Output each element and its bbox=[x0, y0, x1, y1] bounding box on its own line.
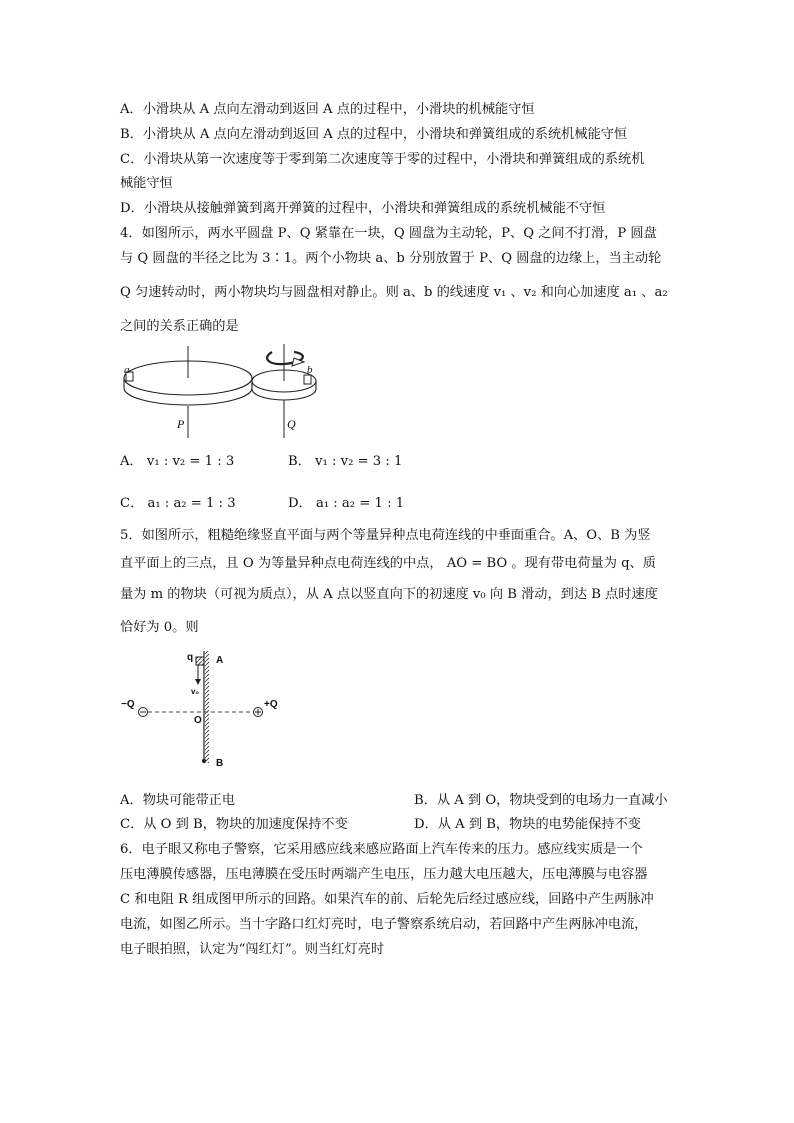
q6-stem-line4: 电流，如图乙所示。当十字路口红灯亮时，电子警察系统启动，若回路中产生两脉冲电流， bbox=[120, 917, 648, 932]
fig-label-a: a bbox=[124, 364, 130, 376]
q4-option-a: A． v₁ : v₂ = 1 : 3 bbox=[120, 454, 235, 469]
q5-option-c: C．从 O 到 B，物块的加速度保持不变 bbox=[120, 817, 348, 832]
q3-option-a: A．小滑块从 A 点向左滑动到返回 A 点的过程中，小滑块的机械能守恒 bbox=[120, 102, 535, 117]
fig-label-q: Q bbox=[287, 417, 296, 431]
fig-label-neg-q: −Q bbox=[121, 699, 135, 710]
q5-stem-line3: 量为 m 的物块（可视为质点），从 A 点以竖直向下的初速度 v₀ 向 B 滑动，到达 B 点时速度 bbox=[120, 587, 658, 602]
q6-stem-line1: 6．电子眼又称电子警察，它采用感应线来感应路面上汽车传来的压力。感应线实质是一个 bbox=[120, 842, 643, 857]
fig-label-pos-q: +Q bbox=[264, 699, 278, 710]
fig-label-v0: v₀ bbox=[191, 687, 200, 696]
q6-stem-line2: 压电薄膜传感器，压电薄膜在受压时两端产生电压，压力越大电压越大，压电薄膜与电容器 bbox=[120, 867, 648, 882]
q4-stem-line2: 与 Q 圆盘的半径之比为 3∶1。两个小物块 a、b 分别放置于 P、Q 圆盘的边缘上，当主动轮 bbox=[120, 251, 662, 266]
q3-option-d: D．小滑块从接触弹簧到离开弹簧的过程中，小滑块和弹簧组成的系统机械能不守恒 bbox=[120, 201, 606, 216]
fig-label-o-point: O bbox=[194, 715, 202, 726]
q5-stem-line4: 恰好为 0。则 bbox=[120, 620, 199, 635]
fig-label-b: b bbox=[307, 364, 313, 376]
q5-stem-line2: 直平面上的三点，且 O 为等量异种点电荷连线的中点， AO = BO 。现有带电荷量为 q、质 bbox=[120, 556, 656, 571]
q5-option-d: D．从 A 到 B，物块的电势能保持不变 bbox=[414, 817, 641, 832]
fig-label-b-point: B bbox=[216, 758, 224, 769]
q5-stem-line1: 5．如图所示，粗糙绝缘竖直平面与两个等量异种点电荷连线的中垂面重合。A、O、B 为竖 bbox=[120, 528, 651, 543]
q3-option-c-line1: C．小滑块从第一次速度等于零到第二次速度等于零的过程中，小滑块和弹簧组成的系统机 bbox=[120, 152, 645, 167]
q4-stem-line3: Q 匀速转动时，两小物块均与圆盘相对静止。则 a、b 的线速度 v₁ 、v₂ 和向心加速度 a₁ 、a₂ bbox=[120, 285, 668, 300]
fig-label-a-point: A bbox=[216, 655, 224, 666]
q5-option-b: B．从 A 到 O，物块受到的电场力一直减小 bbox=[414, 793, 668, 808]
q3-option-b: B．小滑块从 A 点向左滑动到返回 A 点的过程中，小滑块和弹簧组成的系统机械能守恒 bbox=[120, 127, 628, 142]
q4-option-d: D． a₁ : a₂ = 1 : 1 bbox=[288, 496, 405, 511]
q6-stem-line3: C 和电阻 R 组成图甲所示的回路。如果汽车的前、后轮先后经过感应线，回路中产生两脉冲 bbox=[120, 892, 654, 907]
fig-label-q-charge: q bbox=[187, 652, 194, 663]
q6-stem-line5: 电子眼拍照，认定为“闯红灯”。则当红灯亮时 bbox=[120, 942, 385, 957]
q3-option-c-line2: 械能守恒 bbox=[120, 176, 173, 191]
q4-stem-line4: 之间的关系正确的是 bbox=[120, 319, 239, 334]
charge-figure bbox=[118, 645, 298, 775]
q4-stem-line1: 4．如图所示，两水平圆盘 P、Q 紧靠在一块，Q 圆盘为主动轮，P、Q 之间不打滑，P 圆盘 bbox=[120, 226, 657, 241]
q5-option-a: A．物块可能带正电 bbox=[120, 793, 236, 808]
fig-label-p: P bbox=[177, 417, 185, 431]
q4-option-c: C． a₁ : a₂ = 1 : 3 bbox=[120, 496, 236, 511]
q4-option-b: B． v₁ : v₂ = 3 : 1 bbox=[288, 454, 403, 469]
disc-figure bbox=[118, 340, 328, 440]
